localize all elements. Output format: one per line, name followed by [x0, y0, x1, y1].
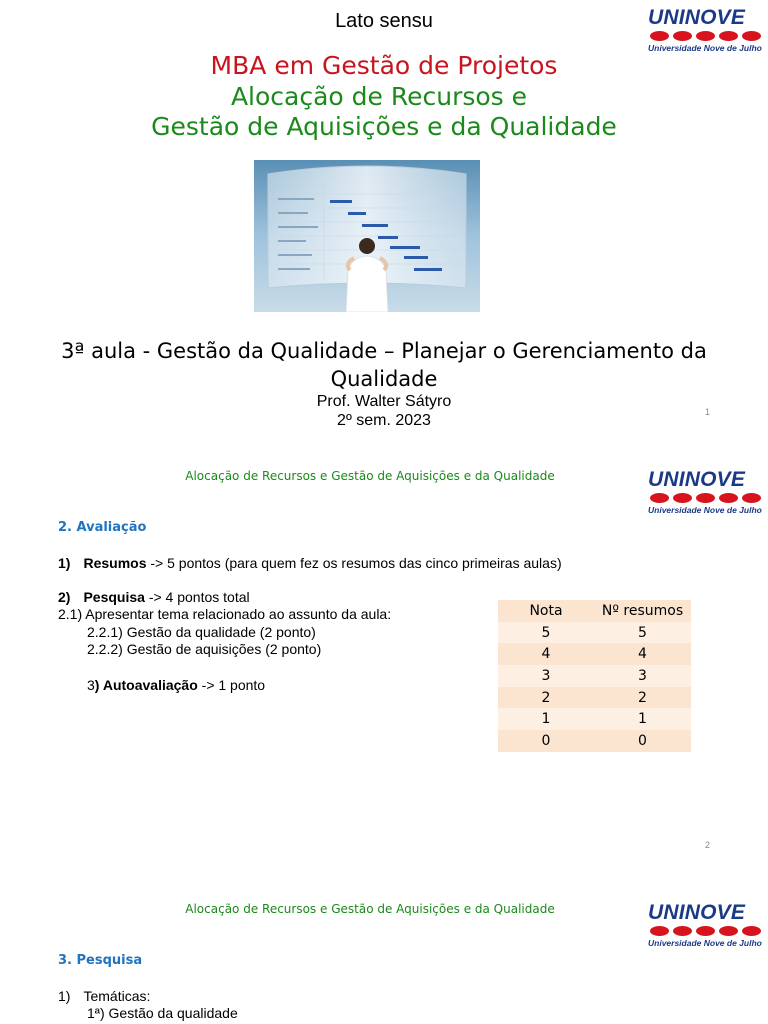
professor: Prof. Walter Sátyro: [316, 393, 452, 410]
table-header-row: [498, 600, 691, 622]
slide-number: 2: [705, 840, 711, 850]
logo-dots: [650, 493, 762, 503]
logo-tagline: Universidade Nove de Julho: [648, 43, 762, 53]
table-cell: 1: [541, 711, 551, 728]
table-row: [498, 643, 691, 665]
table-cell: 2: [638, 689, 647, 706]
sub-item-2-1: 2.1) Apresentar tema relacionado ao assunto da aula:: [58, 606, 392, 622]
table-cell: 4: [638, 646, 647, 663]
item-number: 1): [58, 988, 71, 1004]
table-cell: 3: [541, 667, 551, 684]
logo-wordmark: UNINOVE: [648, 901, 746, 924]
program-title: MBA em Gestão de Projetos: [210, 51, 558, 80]
table-cell: 5: [638, 624, 647, 641]
table-cell: 5: [541, 624, 551, 641]
section-title: 3. Pesquisa: [58, 953, 143, 968]
slide-header: Alocação de Recursos e Gestão de Aquisições e da Qualidade: [185, 902, 555, 916]
item-number: 2): [58, 589, 71, 605]
table-row: [498, 622, 691, 644]
slide-3: [0, 868, 768, 1024]
table-cell: 1: [638, 711, 647, 728]
item-text: -> 5 pontos (para quem fez os resumos das cinco primeiras aulas): [146, 555, 562, 571]
column-header: Nº resumos: [601, 602, 684, 619]
table-row: [498, 730, 691, 752]
slide-1: [0, 0, 768, 434]
section-title: 2. Avaliação: [58, 520, 147, 535]
logo-tagline: Universidade Nove de Julho: [648, 938, 762, 948]
table-cell: 2: [541, 689, 551, 706]
item-label: Pesquisa: [83, 589, 145, 605]
table-cell: 3: [638, 667, 647, 684]
uninove-logo: [648, 469, 762, 517]
subject-line-1: Alocação de Recursos e: [230, 82, 528, 111]
grades-table: [498, 600, 691, 752]
gantt-illustration: [254, 160, 480, 312]
sub-item-2-2-2: 2.2.2) Gestão de aquisições (2 ponto): [87, 641, 322, 657]
lecture-title-line-1: 3ª aula - Gestão da Qualidade – Planejar o Gerenciamento da: [61, 339, 707, 363]
slide-number: 1: [705, 407, 711, 417]
list-item-pesquisa: [58, 589, 250, 605]
sub-item-quality: 1ª) Gestão da qualidade: [87, 1005, 238, 1021]
table-row: [498, 687, 691, 709]
slide-header: Alocação de Recursos e Gestão de Aquisições e da Qualidade: [185, 469, 555, 483]
lecture-title-line-2: Qualidade: [330, 367, 438, 391]
list-item-resumos: [58, 555, 562, 571]
logo-wordmark: UNINOVE: [648, 468, 746, 491]
slide-2: [0, 434, 768, 868]
uninove-logo: [648, 902, 762, 950]
logo-dots: [650, 926, 762, 936]
item-text: Temáticas:: [83, 988, 151, 1004]
column-header: Nota: [529, 602, 563, 619]
kicker: Lato sensu: [335, 10, 433, 32]
table-cell: 0: [638, 732, 647, 749]
item-number: 3: [87, 677, 95, 693]
table-cell: 0: [541, 732, 551, 749]
sub-item-2-2-1: 2.2.1) Gestão da qualidade (2 ponto): [87, 624, 316, 640]
item-text: -> 4 pontos total: [144, 589, 250, 605]
semester: 2º sem. 2023: [337, 412, 431, 429]
table-cell: 4: [541, 646, 551, 663]
table-row: [498, 708, 691, 730]
item-label: ) Autoavaliação: [94, 677, 198, 693]
item-label: Resumos: [83, 555, 147, 571]
list-item-autoavaliacao: [87, 677, 265, 693]
logo-tagline: Universidade Nove de Julho: [648, 505, 762, 515]
logo-wordmark: UNINOVE: [648, 6, 746, 29]
subject-line-2: Gestão de Aquisições e da Qualidade: [151, 112, 617, 141]
list-item-tematicas: [58, 988, 150, 1004]
table-row: [498, 665, 691, 687]
item-text: -> 1 ponto: [197, 677, 266, 693]
item-number: 1): [58, 555, 71, 571]
